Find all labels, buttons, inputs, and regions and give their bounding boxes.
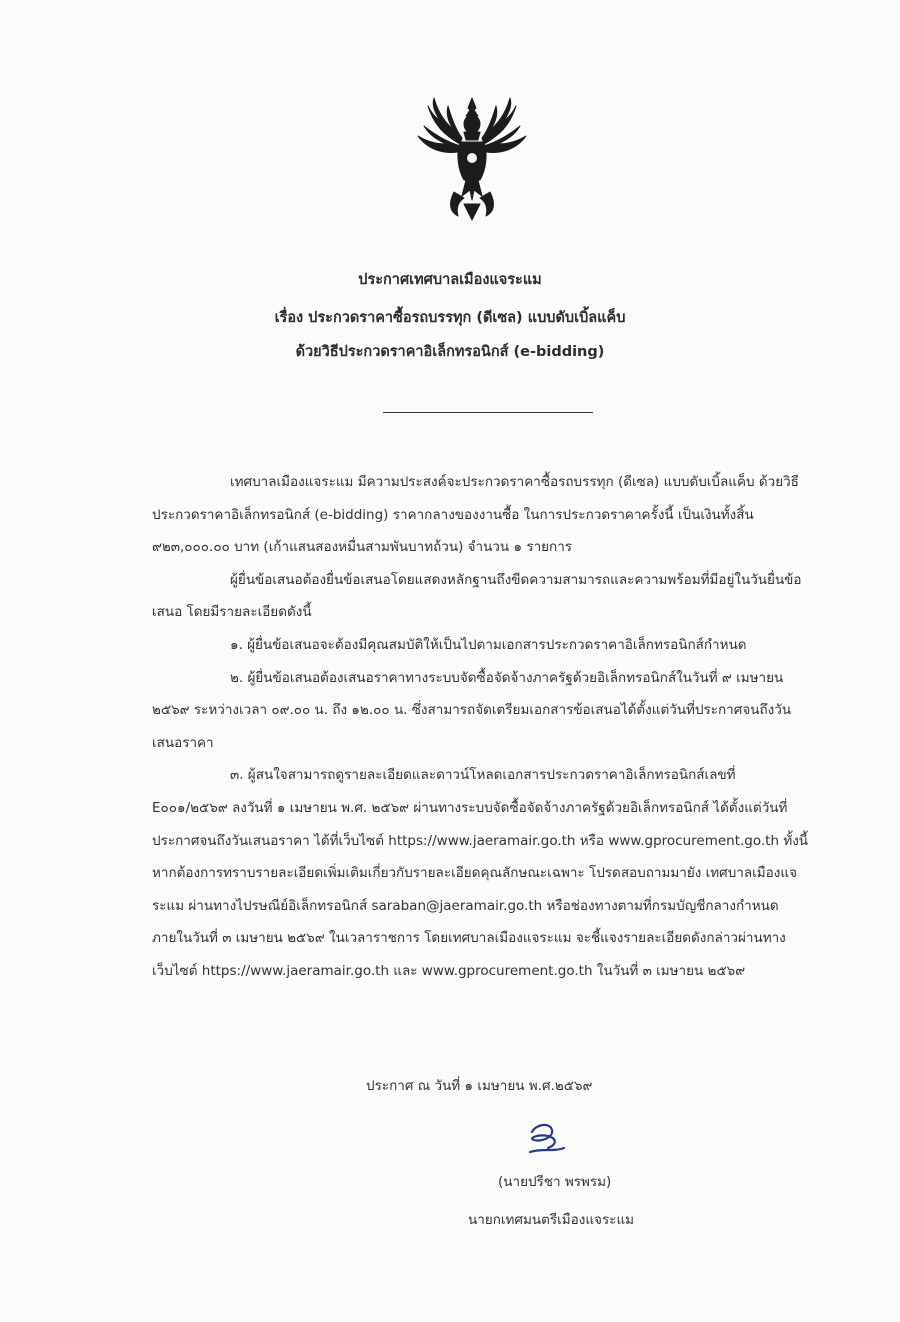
header-divider	[383, 412, 593, 413]
announcement-issuer: ประกาศเทศบาลเมืองแจระแม	[358, 272, 542, 288]
announcement-subject: เรื่อง ประกวดราคาซื้อรถบรรทุก (ดีเซล) แบบดับเบิ้ลแค็บ	[274, 310, 626, 326]
signatory-name: (นายปรีชา พรพรม)	[498, 1174, 612, 1190]
announcement-date: ประกาศ ณ วันที่ ๑ เมษายน พ.ศ.๒๕๖๙	[366, 1078, 593, 1094]
requirement-item-1: ๑. ผู้ยื่นข้อเสนอจะต้องมีคุณสมบัติให้เป็นไปตามเอกสารประกวดราคาอิเล็กทรอนิกส์กำหนด	[230, 636, 747, 653]
requirement-item-3: ๓. ผู้สนใจสามารถดูรายละเอียดและดาวน์โหลดเอกสารประกวดราคาอิเล็กทรอนิกส์เลขที่ E๐๐๑/๒๕๖๙ ลงวันที่ ๑ เมษายน พ.ศ. ๒๕๖๙ ผ่านทางระบบจัดซื้อจัดจ้างภาครัฐด้วยอิเล็กทรอนิกส์ ได้ตั้งแต่วันที่ประกาศจนถึงวันเสนอราคา ได้ที่เว็บไซต์ https://www.jaeramair.go.th หรือ www.gprocurement.go.th ทั้งนี้ หากต้องการทราบรายละเอียดเพิ่มเติมเกี่ยวกับรายละเอียดคุณลักษณะเฉพาะ โปรดสอบถามมายัง เทศบาลเมืองแจระแม ผ่านทางไปรษณีย์อิเล็กทรอนิกส์ saraban@jaeramair.go.th หรือช่องทางตามที่กรมบัญชีกลางกำหนด ภายในวันที่ ๓ เมษายน ๒๕๖๙ ในเวลาราชการ โดยเทศบาลเมืองแจระแม จะชี้แจงรายละเอียดดังกล่าวผ่านทางเว็บไซต์ https://www.jaeramair.go.th และ www.gprocurement.go.th ในวันที่ ๓ เมษายน ๒๕๖๙	[152, 767, 809, 979]
garuda-emblem-icon	[410, 92, 534, 222]
requirement-item-2: ๒. ผู้ยื่นข้อเสนอต้องเสนอราคาทางระบบจัดซื้อจัดจ้างภาครัฐด้วยอิเล็กทรอนิกส์ในวันที่ ๙ เมษายน ๒๕๖๙ ระหว่างเวลา ๐๙.๐๐ น. ถึง ๑๒.๐๐ น. ซึ่งสามารถจัดเตรียมเอกสารข้อเสนอได้ตั้งแต่วันที่ประกาศจนถึงวันเสนอราคา	[152, 669, 792, 751]
announcement-body	[152, 466, 812, 988]
paragraph-intro: เทศบาลเมืองแจระแม มีความประสงค์จะประกวดราคาซื้อรถบรรทุก (ดีเซล) แบบดับเบิ้ลแค็บ ด้วยวิธีประกวดราคาอิเล็กทรอนิกส์ (e-bidding) ราคากลางของงานซื้อ ในการประกวดราคาครั้งนี้ เป็นเงินทั้งสิ้น ๙๒๓,๐๐๐.๐๐ บาท (เก้าแสนสองหมื่นสามพันบาทถ้วน) จำนวน ๑ รายการ	[152, 474, 799, 556]
signature-icon	[518, 1118, 578, 1164]
signatory-title: นายกเทศมนตรีเมืองแจระแม	[468, 1212, 635, 1228]
announcement-method: ด้วยวิธีประกวดราคาอิเล็กทรอนิกส์ (e-bidding)	[295, 344, 605, 360]
paragraph-requirements: ผู้ยื่นข้อเสนอต้องยื่นข้อเสนอโดยแสดงหลักฐานถึงขีดความสามารถและความพร้อมที่มีอยู่ในวันยื่นข้อเสนอ โดยมีรายละเอียดดังนี้	[152, 571, 802, 621]
